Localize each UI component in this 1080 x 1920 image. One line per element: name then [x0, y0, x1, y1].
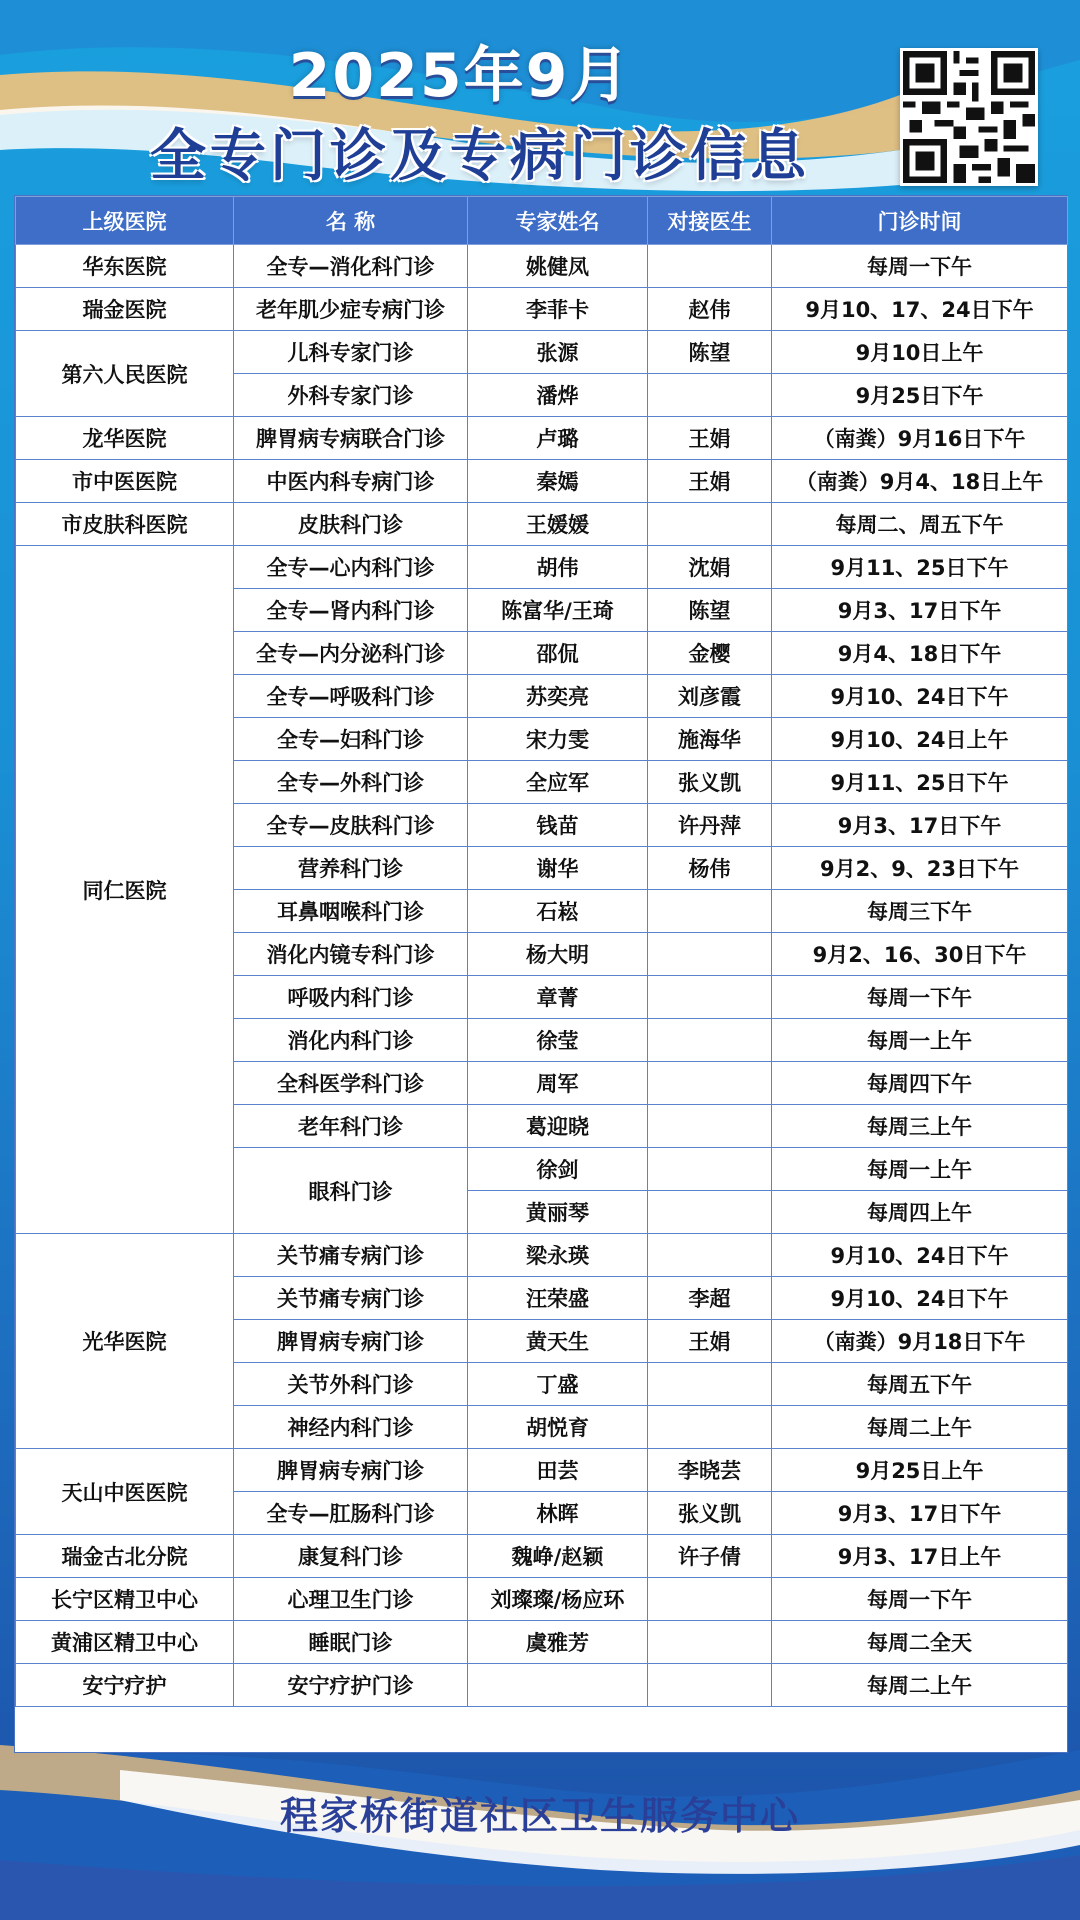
footer-organization: 程家桥街道社区卫生服务中心 [279, 1794, 800, 1838]
clinic-name-cell: 全专—肛肠科门诊 [234, 1492, 468, 1535]
time-cell: 9月10、24日下午 [772, 1277, 1068, 1320]
time-cell: 每周二全天 [772, 1621, 1068, 1664]
doctor-cell: 金樱 [648, 632, 772, 675]
clinic-name-cell: 耳鼻咽喉科门诊 [234, 890, 468, 933]
hospital-cell: 同仁医院 [16, 546, 234, 1234]
expert-cell: 徐莹 [468, 1019, 648, 1062]
expert-cell: 虞雅芳 [468, 1621, 648, 1664]
clinic-name-cell: 全专—内分泌科门诊 [234, 632, 468, 675]
expert-cell: 姚健凤 [468, 245, 648, 288]
doctor-cell: 李超 [648, 1277, 772, 1320]
time-cell: 每周二、周五下午 [772, 503, 1068, 546]
clinic-name-cell: 全专—心内科门诊 [234, 546, 468, 589]
header-time: 门诊时间 [772, 197, 1068, 245]
time-cell: 每周三上午 [772, 1105, 1068, 1148]
header-expert: 专家姓名 [468, 197, 648, 245]
time-cell: 每周二上午 [772, 1406, 1068, 1449]
clinic-name-cell: 全专—妇科门诊 [234, 718, 468, 761]
expert-cell [468, 1664, 648, 1707]
doctor-cell [648, 503, 772, 546]
expert-cell: 秦嫣 [468, 460, 648, 503]
doctor-cell: 王娟 [648, 460, 772, 503]
time-cell: 9月4、18日下午 [772, 632, 1068, 675]
clinic-name-cell: 关节痛专病门诊 [234, 1234, 468, 1277]
header-clinic-name: 名 称 [234, 197, 468, 245]
table-row [16, 546, 1068, 589]
doctor-cell: 许丹萍 [648, 804, 772, 847]
doctor-cell [648, 1062, 772, 1105]
clinic-name-cell: 全专—外科门诊 [234, 761, 468, 804]
expert-cell: 丁盛 [468, 1363, 648, 1406]
hospital-cell: 龙华医院 [16, 417, 234, 460]
clinic-name-cell: 外科专家门诊 [234, 374, 468, 417]
clinic-name-cell: 眼科门诊 [234, 1148, 468, 1234]
time-cell: 每周一下午 [772, 245, 1068, 288]
clinic-name-cell: 神经内科门诊 [234, 1406, 468, 1449]
table-row [16, 245, 1068, 288]
time-cell: 每周二上午 [772, 1664, 1068, 1707]
table-row [16, 1664, 1068, 1707]
hospital-cell: 天山中医医院 [16, 1449, 234, 1535]
expert-cell: 汪荣盛 [468, 1277, 648, 1320]
header-doctor: 对接医生 [648, 197, 772, 245]
time-cell: 每周一上午 [772, 1148, 1068, 1191]
expert-cell: 梁永瑛 [468, 1234, 648, 1277]
expert-cell: 李菲卡 [468, 288, 648, 331]
qr-code-icon [900, 48, 1038, 186]
time-cell: 9月10、24日上午 [772, 718, 1068, 761]
hospital-cell: 瑞金古北分院 [16, 1535, 234, 1578]
time-cell: 9月10日上午 [772, 331, 1068, 374]
time-cell: 9月2、9、23日下午 [772, 847, 1068, 890]
expert-cell: 陈富华/王琦 [468, 589, 648, 632]
doctor-cell [648, 1363, 772, 1406]
clinic-name-cell: 儿科专家门诊 [234, 331, 468, 374]
expert-cell: 卢璐 [468, 417, 648, 460]
doctor-cell [648, 1621, 772, 1664]
doctor-cell: 刘彦霞 [648, 675, 772, 718]
doctor-cell [648, 1019, 772, 1062]
page-title-date: 2025年9月 [288, 41, 632, 111]
hospital-cell: 市中医医院 [16, 460, 234, 503]
expert-cell: 胡伟 [468, 546, 648, 589]
doctor-cell [648, 1105, 772, 1148]
time-cell: （南粪）9月16日下午 [772, 417, 1068, 460]
table-row [16, 1578, 1068, 1621]
expert-cell: 黄天生 [468, 1320, 648, 1363]
expert-cell: 谢华 [468, 847, 648, 890]
time-cell: 9月11、25日下午 [772, 546, 1068, 589]
hospital-cell: 华东医院 [16, 245, 234, 288]
expert-cell: 魏峥/赵颖 [468, 1535, 648, 1578]
table-row [16, 417, 1068, 460]
clinic-name-cell: 脾胃病专病门诊 [234, 1449, 468, 1492]
clinic-name-cell: 消化内科门诊 [234, 1019, 468, 1062]
doctor-cell [648, 1406, 772, 1449]
table-row [16, 331, 1068, 374]
time-cell: 9月11、25日下午 [772, 761, 1068, 804]
clinic-name-cell: 睡眠门诊 [234, 1621, 468, 1664]
doctor-cell: 张义凯 [648, 1492, 772, 1535]
doctor-cell: 杨伟 [648, 847, 772, 890]
doctor-cell: 陈望 [648, 589, 772, 632]
expert-cell: 胡悦育 [468, 1406, 648, 1449]
expert-cell: 王媛媛 [468, 503, 648, 546]
time-cell: （南粪）9月18日下午 [772, 1320, 1068, 1363]
hospital-cell: 市皮肤科医院 [16, 503, 234, 546]
expert-cell: 田芸 [468, 1449, 648, 1492]
hospital-cell: 光华医院 [16, 1234, 234, 1449]
doctor-cell [648, 1578, 772, 1621]
expert-cell: 石崧 [468, 890, 648, 933]
hospital-cell: 瑞金医院 [16, 288, 234, 331]
hospital-cell: 安宁疗护 [16, 1664, 234, 1707]
table-row [16, 1535, 1068, 1578]
doctor-cell: 施海华 [648, 718, 772, 761]
clinic-name-cell: 全专—呼吸科门诊 [234, 675, 468, 718]
time-cell: 9月25日下午 [772, 374, 1068, 417]
time-cell: 每周一上午 [772, 1019, 1068, 1062]
clinic-name-cell: 全专—肾内科门诊 [234, 589, 468, 632]
doctor-cell: 李晓芸 [648, 1449, 772, 1492]
time-cell: 9月10、17、24日下午 [772, 288, 1068, 331]
doctor-cell: 沈娟 [648, 546, 772, 589]
doctor-cell [648, 933, 772, 976]
time-cell: 每周一下午 [772, 976, 1068, 1019]
doctor-cell: 王娟 [648, 417, 772, 460]
doctor-cell: 张义凯 [648, 761, 772, 804]
time-cell: 9月10、24日下午 [772, 1234, 1068, 1277]
doctor-cell: 许子倩 [648, 1535, 772, 1578]
table-row [16, 503, 1068, 546]
clinic-name-cell: 呼吸内科门诊 [234, 976, 468, 1019]
clinic-name-cell: 老年肌少症专病门诊 [234, 288, 468, 331]
clinic-schedule-table [14, 195, 1068, 1753]
clinic-name-cell: 皮肤科门诊 [234, 503, 468, 546]
expert-cell: 杨大明 [468, 933, 648, 976]
expert-cell: 苏奕亮 [468, 675, 648, 718]
clinic-name-cell: 全专—皮肤科门诊 [234, 804, 468, 847]
clinic-name-cell: 营养科门诊 [234, 847, 468, 890]
time-cell: 9月3、17日下午 [772, 589, 1068, 632]
time-cell: 每周四下午 [772, 1062, 1068, 1105]
clinic-name-cell: 消化内镜专科门诊 [234, 933, 468, 976]
table-header-row [16, 197, 1068, 245]
doctor-cell: 赵伟 [648, 288, 772, 331]
clinic-name-cell: 全科医学科门诊 [234, 1062, 468, 1105]
hospital-cell: 长宁区精卫中心 [16, 1578, 234, 1621]
clinic-name-cell: 老年科门诊 [234, 1105, 468, 1148]
expert-cell: 徐剑 [468, 1148, 648, 1191]
time-cell: 每周三下午 [772, 890, 1068, 933]
doctor-cell: 陈望 [648, 331, 772, 374]
doctor-cell [648, 890, 772, 933]
table-row [16, 288, 1068, 331]
clinic-name-cell: 脾胃病专病门诊 [234, 1320, 468, 1363]
expert-cell: 周军 [468, 1062, 648, 1105]
time-cell: 每周五下午 [772, 1363, 1068, 1406]
expert-cell: 林晖 [468, 1492, 648, 1535]
doctor-cell [648, 245, 772, 288]
expert-cell: 黄丽琴 [468, 1191, 648, 1234]
expert-cell: 章菁 [468, 976, 648, 1019]
expert-cell: 葛迎晓 [468, 1105, 648, 1148]
doctor-cell [648, 1234, 772, 1277]
clinic-name-cell: 心理卫生门诊 [234, 1578, 468, 1621]
time-cell: 9月3、17日上午 [772, 1535, 1068, 1578]
time-cell: 9月25日上午 [772, 1449, 1068, 1492]
clinic-name-cell: 关节痛专病门诊 [234, 1277, 468, 1320]
doctor-cell [648, 374, 772, 417]
time-cell: 9月3、17日下午 [772, 1492, 1068, 1535]
time-cell: 每周四上午 [772, 1191, 1068, 1234]
time-cell: 9月10、24日下午 [772, 675, 1068, 718]
table-row [16, 460, 1068, 503]
page-title: 全专门诊及专病门诊信息 [150, 124, 810, 189]
expert-cell: 钱苗 [468, 804, 648, 847]
doctor-cell [648, 1191, 772, 1234]
clinic-name-cell: 脾胃病专病联合门诊 [234, 417, 468, 460]
time-cell: 9月3、17日下午 [772, 804, 1068, 847]
expert-cell: 潘烨 [468, 374, 648, 417]
expert-cell: 刘璨璨/杨应环 [468, 1578, 648, 1621]
clinic-name-cell: 中医内科专病门诊 [234, 460, 468, 503]
doctor-cell [648, 1664, 772, 1707]
doctor-cell [648, 1148, 772, 1191]
time-cell: （南粪）9月4、18日上午 [772, 460, 1068, 503]
header-hospital: 上级医院 [16, 197, 234, 245]
clinic-name-cell: 安宁疗护门诊 [234, 1664, 468, 1707]
time-cell: 9月2、16、30日下午 [772, 933, 1068, 976]
expert-cell: 邵侃 [468, 632, 648, 675]
doctor-cell [648, 976, 772, 1019]
clinic-name-cell: 康复科门诊 [234, 1535, 468, 1578]
time-cell: 每周一下午 [772, 1578, 1068, 1621]
hospital-cell: 第六人民医院 [16, 331, 234, 417]
table-row [16, 1234, 1068, 1277]
clinic-name-cell: 关节外科门诊 [234, 1363, 468, 1406]
clinic-name-cell: 全专—消化科门诊 [234, 245, 468, 288]
table-row [16, 1449, 1068, 1492]
hospital-cell: 黄浦区精卫中心 [16, 1621, 234, 1664]
expert-cell: 宋力雯 [468, 718, 648, 761]
expert-cell: 全应军 [468, 761, 648, 804]
doctor-cell: 王娟 [648, 1320, 772, 1363]
table-row [16, 1621, 1068, 1664]
expert-cell: 张源 [468, 331, 648, 374]
